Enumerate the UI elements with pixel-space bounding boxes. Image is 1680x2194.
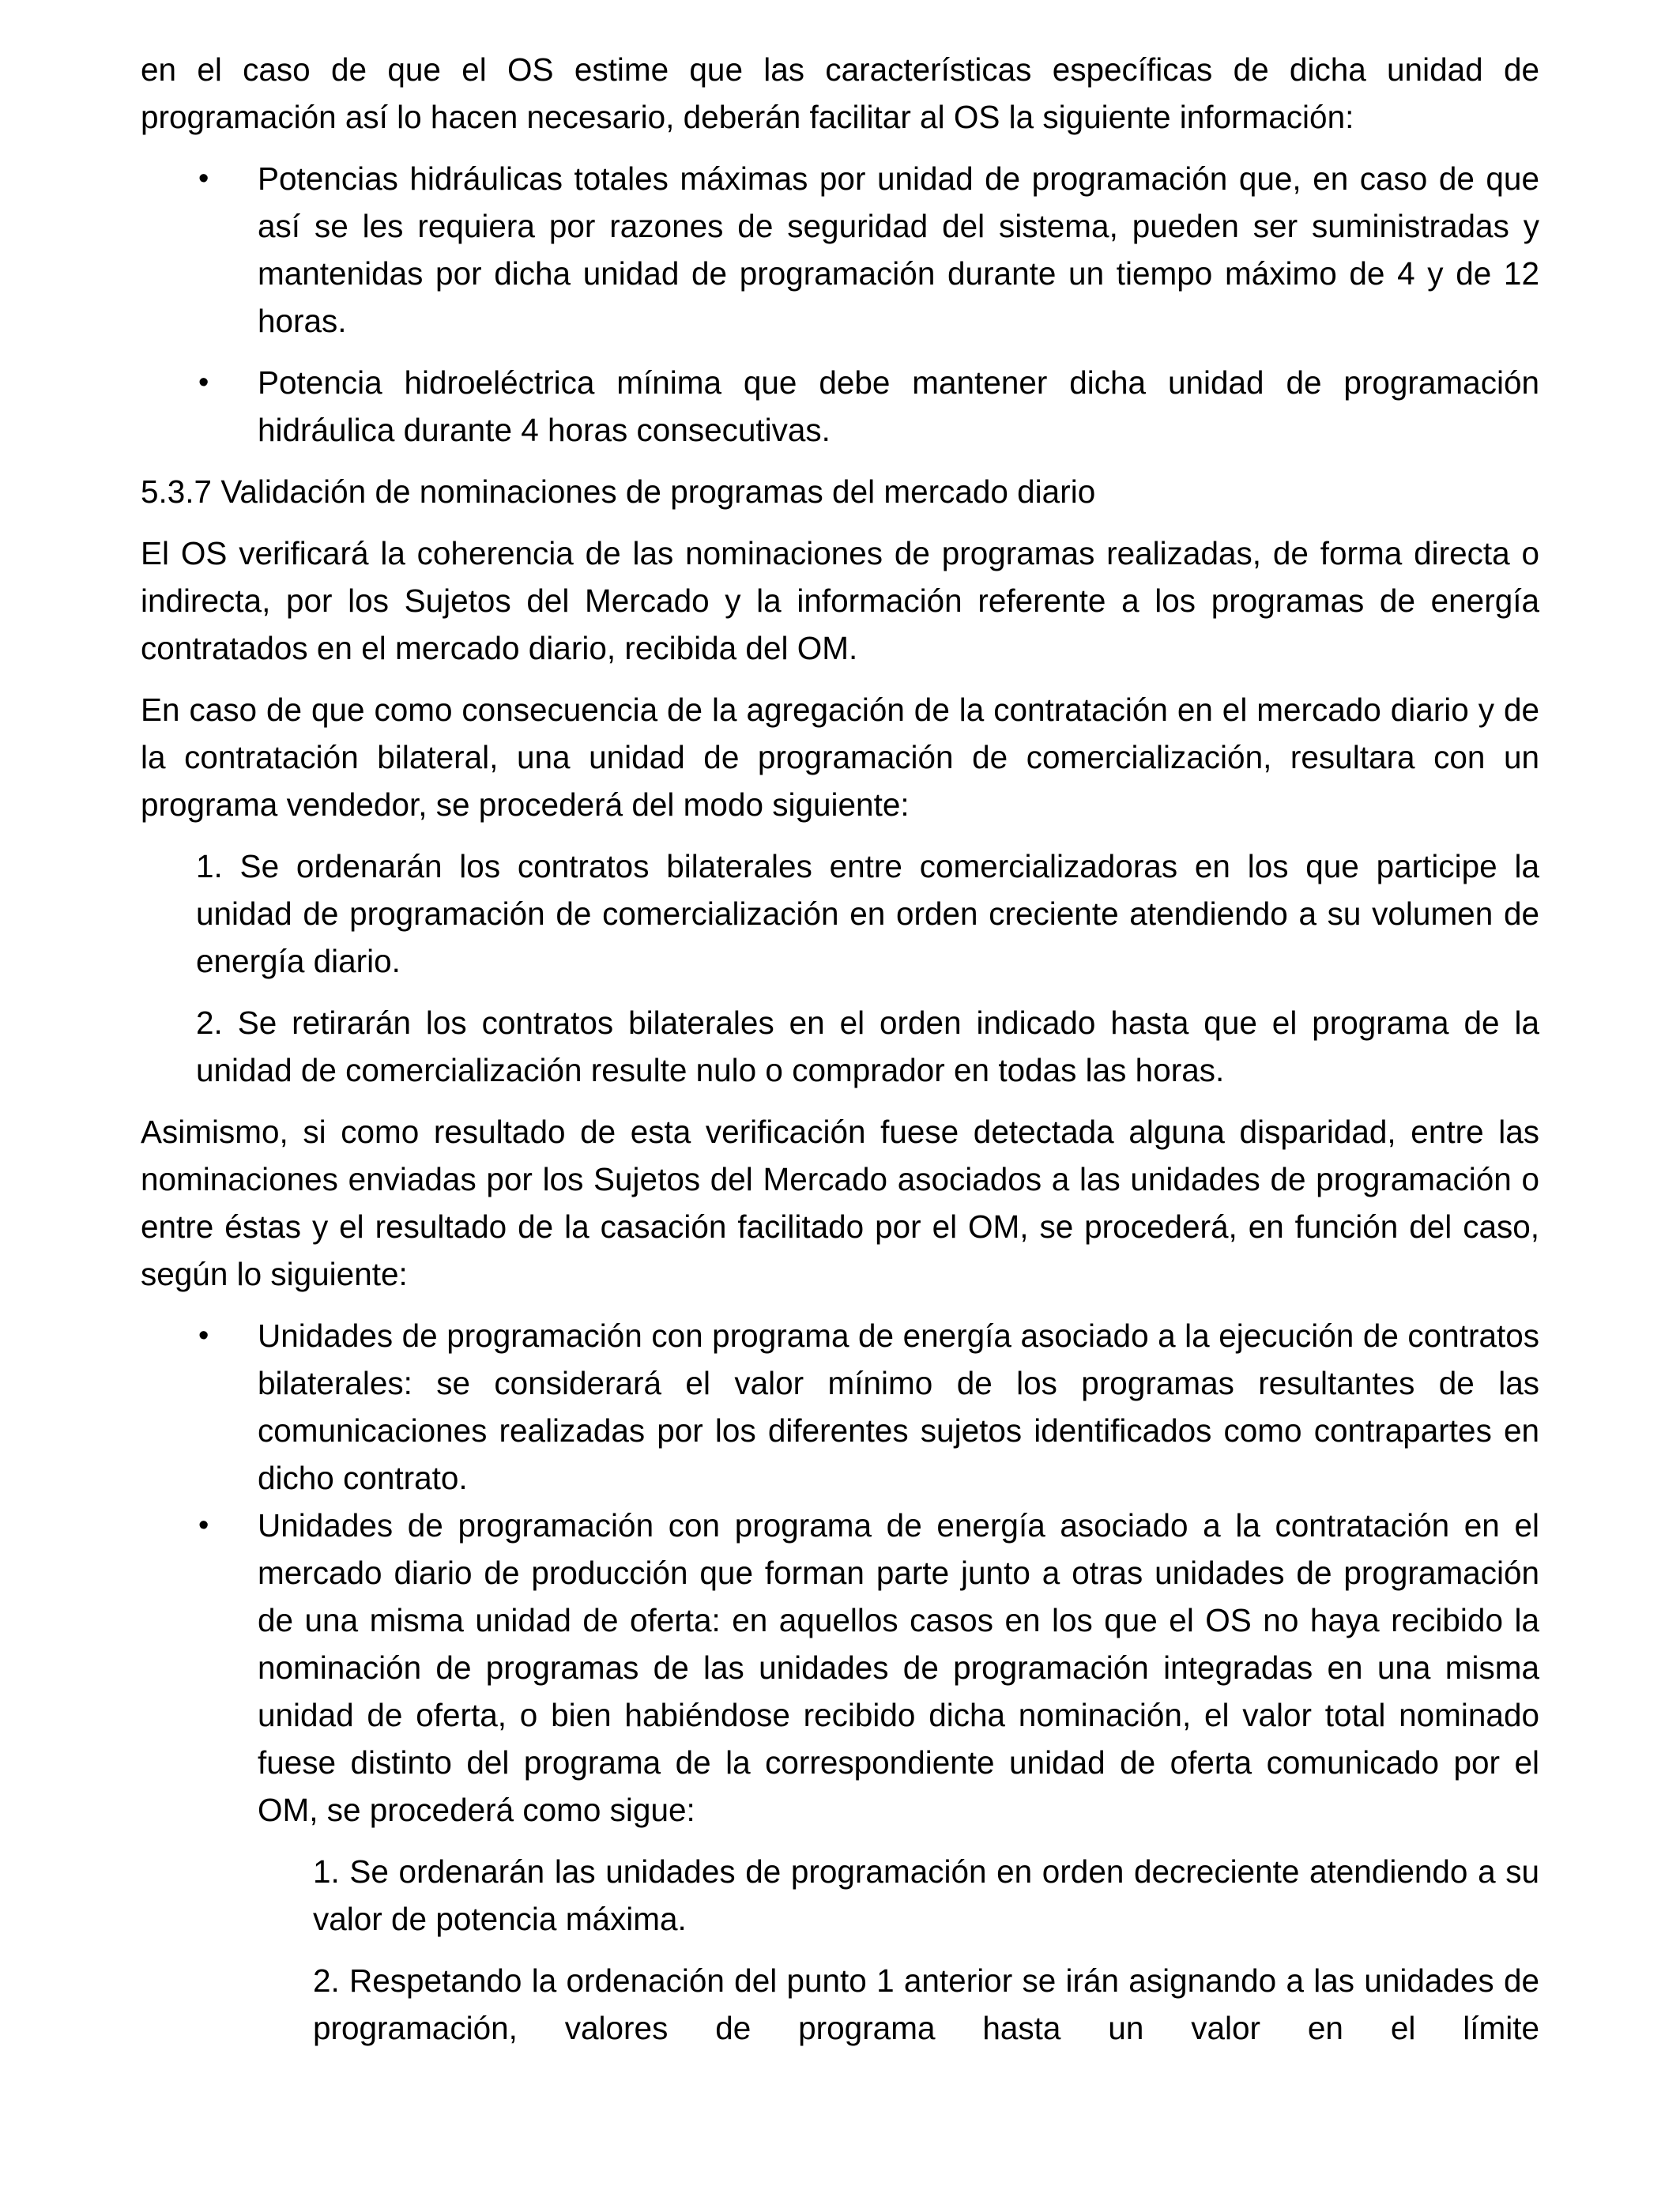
numbered-item: 2. Se retirarán los contratos bilaterales en el orden indicado hasta que el programa de la unidad de comercialización resulte nulo o comprador en todas las horas. xyxy=(196,1005,1539,1088)
numbered-item: 1. Se ordenarán las unidades de programación en orden decreciente atendiendo a su valor de potencia máxima. xyxy=(313,1853,1539,1937)
bullet-icon: • xyxy=(198,366,209,399)
paragraph-verification: El OS verificará la coherencia de las nominaciones de programas realizadas, de forma directa o indirecta, por los Sujetos del Mercado y la información referente a los programas de energía contratados en el mercado diario, recibida del OM. xyxy=(141,535,1539,666)
list-item-text: Unidades de programación con programa de energía asociado a la contratación en el mercado diario de producción que forman parte junto a otras unidades de programación de una misma unidad de oferta: en aquellos casos en los que el OS no haya recibido la nominación de programas de las unidades de programación integradas en una misma unidad de oferta, o bien habiéndose recibido dicha nominación, el valor total nominado fuese distinto del programa de la correspondiente unidad de oferta comunicado por el OM, se procederá como sigue: xyxy=(258,1507,1539,1828)
bullet-icon: • xyxy=(198,1319,209,1352)
paragraph-disparity: Asimismo, si como resultado de esta verificación fuese detectada alguna disparidad, entre las nominaciones enviadas por los Sujetos del Mercado asociados a las unidades de programación o entre éstas y el resultado de la casación facilitado por el OM, se procederá, en función del caso, según lo siguiente: xyxy=(141,1114,1539,1292)
list-item-text: Potencias hidráulicas totales máximas por unidad de programación que, en caso de que así se les requiera por razones de seguridad del sistema, pueden ser suministradas y mantenidas por dicha unidad de programación durante un tiempo máximo de 4 y de 12 horas. xyxy=(258,160,1539,339)
bullet-icon: • xyxy=(198,162,209,195)
section-heading: 5.3.7 Validación de nominaciones de programas del mercado diario xyxy=(141,473,1096,510)
paragraph-aggregation: En caso de que como consecuencia de la agregación de la contratación en el mercado diario y de la contratación bilateral, una unidad de programación de comercialización, resultara con un programa vendedor, se procederá del modo siguiente: xyxy=(141,692,1539,823)
list-item xyxy=(141,1312,1539,1502)
numbered-item: 2. Respetando la ordenación del punto 1 anterior se irán asignando a las unidades de programación, valores de programa hasta un valor en el límite xyxy=(313,1962,1539,2046)
bullet-list-cases xyxy=(141,1312,1539,1834)
list-item xyxy=(141,155,1539,345)
list-item-text: Unidades de programación con programa de energía asociado a la ejecución de contratos bilaterales: se considerará el valor mínimo de los programas resultantes de las comunicaciones realizadas por los diferentes sujetos identificados como contrapartes en dicho contrato. xyxy=(258,1318,1539,1496)
intro-paragraph: en el caso de que el OS estime que las características específicas de dicha unidad de programación así lo hacen necesario, deberán facilitar al OS la siguiente información: xyxy=(141,51,1539,135)
list-item xyxy=(141,359,1539,454)
bullet-icon: • xyxy=(198,1509,209,1542)
bullet-list-info xyxy=(141,155,1539,454)
numbered-item: 1. Se ordenarán los contratos bilaterales entre comercializadoras en los que participe la unidad de programación de comercialización en orden creciente atendiendo a su volumen de energía diario. xyxy=(196,848,1539,979)
document-page xyxy=(141,46,1539,2066)
list-item xyxy=(141,1502,1539,1834)
list-item-text: Potencia hidroeléctrica mínima que debe mantener dicha unidad de programación hidráulica durante 4 horas consecutivas. xyxy=(258,364,1539,448)
